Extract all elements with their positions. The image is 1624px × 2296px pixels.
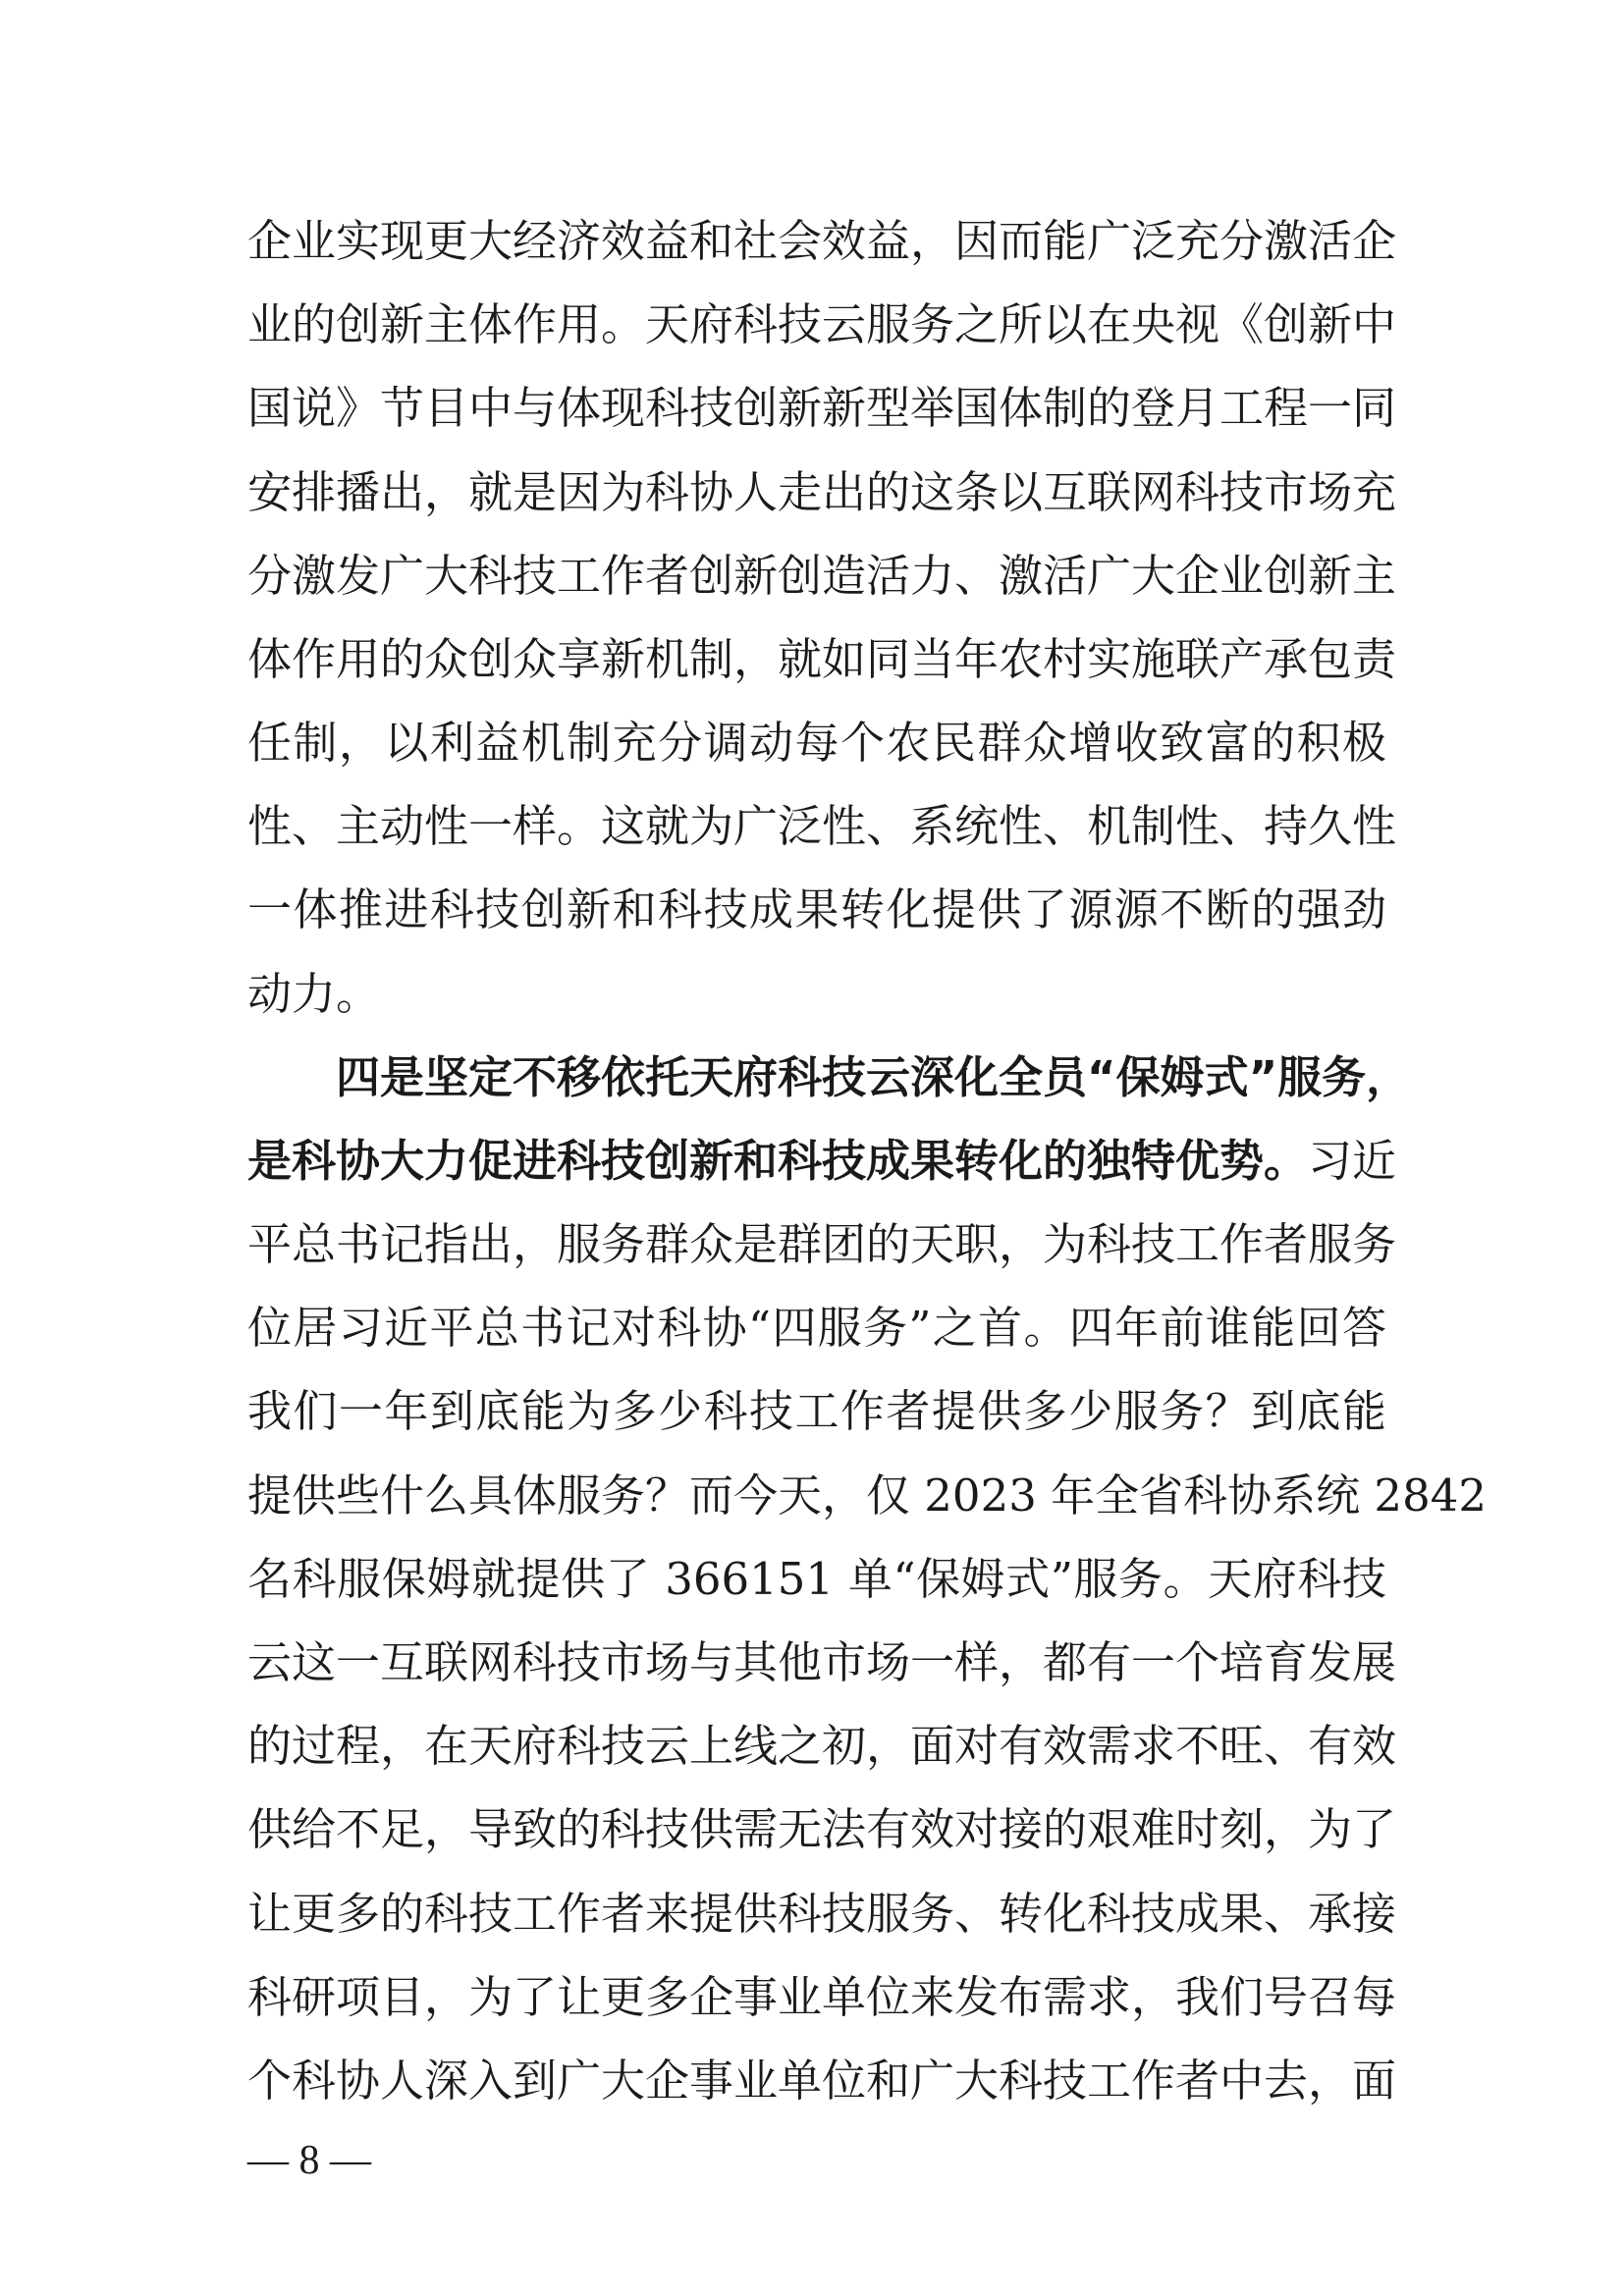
paragraph-1-line-9: 一体推进科技创新和科技成果转化提供了源源不断的强劲: [247, 883, 1386, 935]
paragraph-1-line-8: 性、主动性一样。这就为广泛性、系统性、机制性、持久性: [247, 800, 1397, 852]
paragraph-2-line-7: 的过程，在天府科技云上线之初，面对有效需求不旺、有效: [247, 1720, 1397, 1772]
paragraph-1-line-5: 分激发广大科技工作者创新创造活力、激活广大企业创新主: [247, 550, 1397, 602]
paragraph-2-line-8: 供给不足，导致的科技供需无法有效对接的艰难时刻，为了: [247, 1803, 1397, 1855]
paragraph-2-line-11: 个科协人深入到广大企事业单位和广大科技工作者中去，面: [247, 2055, 1397, 2107]
paragraph-1-line-7: 任制，以利益机制充分调动每个农民群众增收致富的积极: [247, 717, 1386, 769]
paragraph-2-line-5: 名科服保姆就提供了 366151 单“保姆式”服务。天府科技: [247, 1553, 1386, 1605]
paragraph-2-line-2: 位居习近平总书记对科协“四服务”之首。四年前谁能回答: [247, 1302, 1386, 1354]
paragraph-2-line-1: 平总书记指出，服务群众是群团的天职，为科技工作者服务: [247, 1218, 1397, 1270]
paragraph-2-line-9: 让更多的科技工作者来提供科技服务、转化科技成果、承接: [247, 1888, 1397, 1940]
paragraph-2-heading-line-1: 四是坚定不移依托天府科技云深化全员“保姆式”服务，: [336, 1051, 1411, 1103]
paragraph-2-heading-bold: 是科协大力促进科技创新和科技成果转化的独特优势。: [247, 1135, 1309, 1187]
page-number: — 8 —: [247, 2138, 371, 2183]
paragraph-2-heading-rest: 习近: [1308, 1135, 1397, 1187]
paragraph-1-line-4: 安排播出，就是因为科协人走出的这条以互联网科技市场充: [247, 466, 1397, 518]
paragraph-1-line-10: 动力。: [247, 968, 381, 1020]
paragraph-1-line-6: 体作用的众创众享新机制，就如同当年农村实施联产承包责: [247, 633, 1397, 685]
paragraph-2-line-4: 提供些什么具体服务？而今天，仅 2023 年全省科协系统 2842: [247, 1469, 1487, 1522]
paragraph-1-line-1: 企业实现更大经济效益和社会效益，因而能广泛充分激活企: [247, 215, 1397, 267]
paragraph-2-line-3: 我们一年到底能为多少科技工作者提供多少服务？到底能: [247, 1385, 1386, 1437]
paragraph-2-heading-line-2: [247, 1131, 1397, 1192]
paragraph-2-line-10: 科研项目，为了让更多企事业单位来发布需求，我们号召每: [247, 1971, 1397, 2023]
paragraph-2-line-6: 云这一互联网科技市场与其他市场一样，都有一个培育发展: [247, 1636, 1397, 1688]
paragraph-1-line-3: 国说》节目中与体现科技创新新型举国体制的登月工程一同: [247, 382, 1397, 434]
paragraph-1-line-2: 业的创新主体作用。天府科技云服务之所以在央视《创新中: [247, 298, 1397, 350]
